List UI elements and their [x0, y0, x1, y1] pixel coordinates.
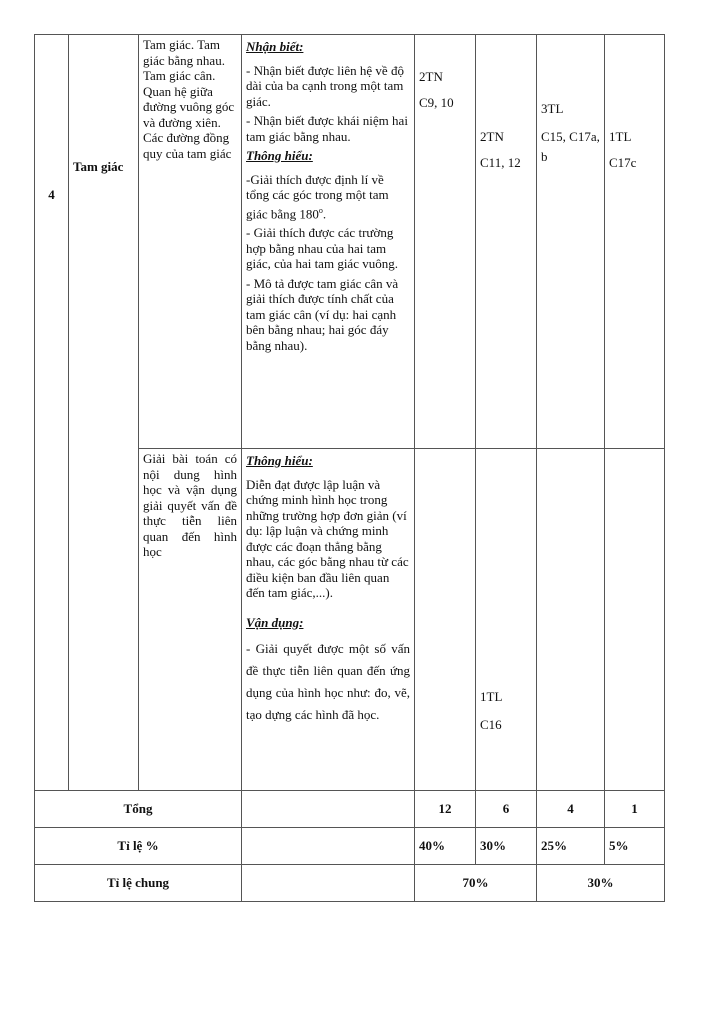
topic-name: Tam giác	[73, 159, 124, 174]
ratio-value: 5%	[605, 828, 665, 865]
row-number-cell	[35, 35, 69, 791]
question-count: 3TL	[541, 101, 564, 116]
th-questions-cell	[476, 449, 537, 791]
table-row	[35, 35, 665, 449]
requirement-item: - Giải quyết được một số vấn đề thực tiễn liên quan đến ứng dụng của hình học như: đo, vẽ, tạo dựng các hình đã học.	[246, 641, 410, 722]
row-number: 4	[48, 187, 55, 202]
question-count: 1TL	[609, 129, 632, 144]
total-value: 6	[476, 791, 537, 828]
general-ratio-row	[35, 865, 665, 902]
empty-cell	[242, 828, 415, 865]
content-text: Tam giác. Tam giác bằng nhau. Tam giác cân. Quan hệ giữa đường vuông góc và đường xiên. Các đường đồng quy của tam giác	[143, 37, 235, 161]
empty-cell	[242, 865, 415, 902]
ratio-value: 30%	[476, 828, 537, 865]
requirements-cell	[242, 35, 415, 449]
total-value: 1	[605, 791, 665, 828]
vdc-questions-cell	[605, 35, 665, 449]
totals-label: Tổng	[35, 791, 242, 828]
requirement-item: - Nhận biết được khái niệm hai tam giác bằng nhau.	[246, 113, 408, 144]
vdc-questions-cell	[605, 449, 665, 791]
topic-cell	[69, 35, 139, 791]
vd-questions-cell	[537, 449, 605, 791]
ratio-value: 25%	[537, 828, 605, 865]
nb-questions-cell	[415, 35, 476, 449]
total-value: 12	[415, 791, 476, 828]
ratio-label: Tỉ lệ %	[35, 828, 242, 865]
content-cell	[139, 35, 242, 449]
matrix-table	[34, 34, 665, 902]
total-value: 4	[537, 791, 605, 828]
question-refs: C9, 10	[419, 94, 454, 110]
question-count: 2TN	[419, 69, 443, 84]
requirement-item: - Mô tả được tam giác cân và giải thích được tính chất của tam giác cân (ví dụ: hai cạnh bên bằng nhau; hai góc đáy bằng nhau).	[246, 275, 399, 353]
requirement-item: Diễn đạt được lập luận và chứng minh hình học trong những trường hợp đơn giản (ví dụ: lập luận và chứng minh được các đoạn thẳng bằng nhau, các góc bằng nhau từ các điều kiện ban đầu liên quan đến tam giác,...).	[246, 476, 409, 600]
question-refs: C17c	[609, 154, 637, 170]
nhan-biet-heading: Nhận biết:	[246, 39, 304, 54]
ratio-row	[35, 828, 665, 865]
nb-questions-cell	[415, 449, 476, 791]
general-ratio-value: 30%	[537, 865, 665, 902]
requirement-item: - Giải thích được các trường hợp bằng nhau của hai tam giác, của hai tam giác vuông.	[246, 225, 398, 272]
question-count: 2TN	[480, 129, 504, 144]
question-refs: C11, 12	[480, 154, 521, 170]
content-text: Giải bài toán có nội dung hình học và vận dụng giải quyết vấn đề thực tiễn liên quan đến hình học	[143, 451, 237, 559]
thong-hieu-heading: Thông hiểu:	[246, 453, 313, 468]
vd-questions-cell	[537, 35, 605, 449]
totals-row	[35, 791, 665, 828]
th-questions-cell	[476, 35, 537, 449]
requirement-item: - Nhận biết được liên hệ về độ dài của ba cạnh trong một tam giác.	[246, 62, 404, 109]
general-ratio-label: Tỉ lệ chung	[35, 865, 242, 902]
content-cell	[139, 449, 242, 791]
requirement-item: -Giải thích được định lí về tổng các góc trong một tam giác bằng 180$^o$.	[246, 171, 389, 221]
empty-cell	[242, 791, 415, 828]
general-ratio-value: 70%	[415, 865, 537, 902]
thong-hieu-heading: Thông hiểu:	[246, 148, 313, 163]
question-refs: C15, C17a, b	[541, 128, 600, 164]
van-dung-heading: Vận dụng:	[246, 614, 304, 630]
question-count: 1TL	[480, 689, 503, 704]
ratio-value: 40%	[415, 828, 476, 865]
requirements-cell	[242, 449, 415, 791]
question-refs: C16	[480, 716, 502, 732]
